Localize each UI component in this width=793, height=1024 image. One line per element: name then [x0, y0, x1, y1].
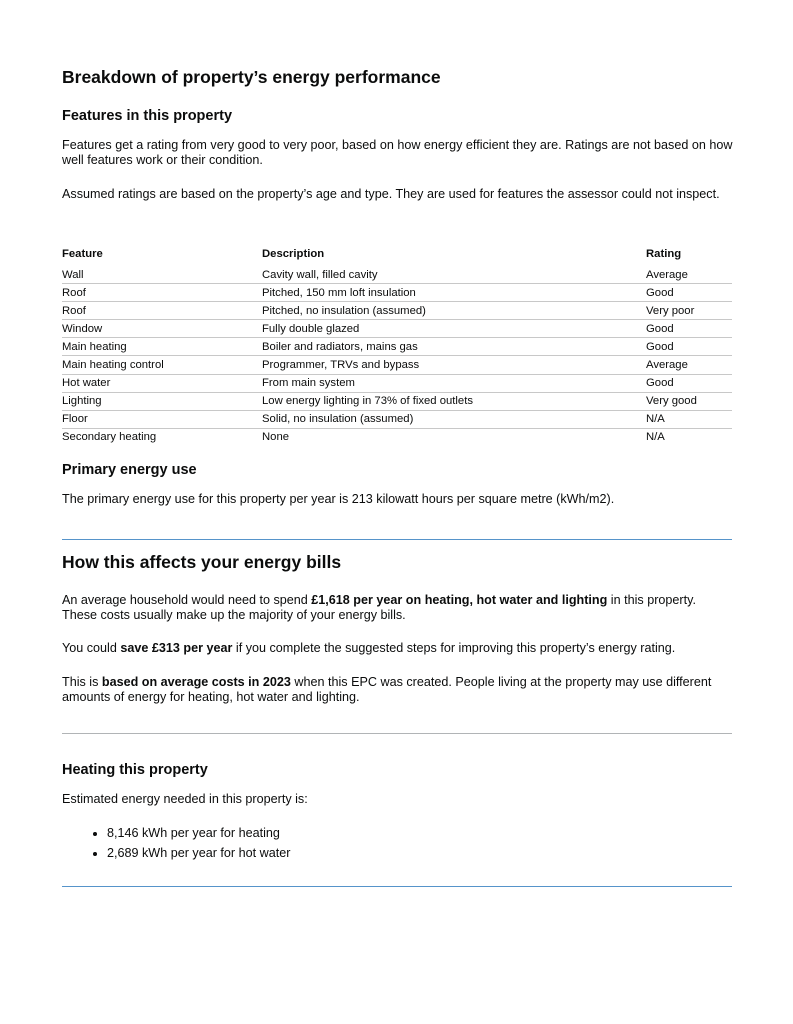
cell-description: Pitched, no insulation (assumed): [262, 302, 646, 320]
cell-feature: Secondary heating: [62, 428, 262, 446]
table-row: [62, 392, 732, 410]
bills-p2-text-end: if you complete the suggested steps for improving this property’s energy rating.: [232, 641, 676, 655]
cell-rating: N/A: [646, 428, 732, 446]
table-row: [62, 266, 732, 284]
table-row: [62, 338, 732, 356]
table-header-row: [62, 242, 732, 266]
cell-rating: Average: [646, 356, 732, 374]
cell-description: Solid, no insulation (assumed): [262, 410, 646, 428]
header-rating: Rating: [646, 248, 682, 260]
heating-intro: Estimated energy needed in this property is:: [62, 792, 308, 806]
bills-title: How this affects your energy bills: [62, 552, 342, 572]
bills-p3-text: This is: [62, 675, 102, 689]
table-row: [62, 428, 732, 446]
features-table: [62, 242, 732, 446]
bills-p1-cost: £1,618 per year on heating, hot water and lighting: [311, 593, 608, 607]
cell-feature: Window: [62, 320, 262, 338]
list-item: • 8,146 kWh per year for heating: [107, 823, 290, 843]
cell-feature: Hot water: [62, 374, 262, 392]
bills-p1-text-end: in this property. These costs usually make up the majority of your energy bills.: [62, 593, 696, 622]
section-divider: [62, 539, 732, 540]
table-row: [62, 356, 732, 374]
bills-paragraph-3: [62, 675, 734, 705]
cell-rating: Good: [646, 374, 732, 392]
bills-p3-text-end: when this EPC was created. People living at the property may use different amounts of energy for heating, hot water and lighting.: [62, 675, 712, 704]
bills-paragraph-2: [62, 641, 734, 656]
heating-heading: Heating this property: [62, 762, 208, 778]
cell-rating: Very poor: [646, 302, 732, 320]
cell-feature: Lighting: [62, 392, 262, 410]
table-row: [62, 374, 732, 392]
cell-feature: Main heating control: [62, 356, 262, 374]
table-row: [62, 320, 732, 338]
features-intro-1: Features get a rating from very good to very poor, based on how energy efficient they are. Ratings are not based on how well features work or their condition.: [62, 138, 733, 167]
cell-description: Low energy lighting in 73% of fixed outlets: [262, 392, 646, 410]
table-row: [62, 284, 732, 302]
cell-description: Pitched, 150 mm loft insulation: [262, 284, 646, 302]
cell-rating: Average: [646, 268, 688, 281]
cell-feature: Main heating: [62, 338, 262, 356]
primary-energy-text: The primary energy use for this property per year is 213 kilowatt hours per square metre (kWh/m2).: [62, 492, 615, 506]
cell-feature: Roof: [62, 302, 262, 320]
cell-description: None: [262, 428, 646, 446]
cell-rating: Good: [646, 284, 732, 302]
bills-p1-text: An average household would need to spend: [62, 593, 312, 607]
cell-rating: N/A: [646, 410, 732, 428]
primary-energy-heading: Primary energy use: [62, 462, 197, 478]
cell-description: Fully double glazed: [262, 320, 646, 338]
cell-description: Programmer, TRVs and bypass: [262, 356, 646, 374]
header-description: Description: [262, 248, 325, 260]
cell-rating: Good: [646, 320, 732, 338]
cell-feature: Roof: [62, 284, 262, 302]
breakdown-title: Breakdown of property’s energy performance: [62, 67, 441, 87]
table-row: [62, 302, 732, 320]
features-heading: Features in this property: [62, 108, 233, 124]
cell-feature: Floor: [62, 410, 262, 428]
section-divider: [62, 733, 732, 734]
cell-description: From main system: [262, 374, 646, 392]
bills-p2-saving: save £313 per year: [120, 641, 233, 655]
list-item: • 2,689 kWh per year for hot water: [107, 843, 290, 863]
header-feature: Feature: [62, 248, 103, 260]
bills-p2-text: You could: [62, 641, 121, 655]
cell-rating: Very good: [646, 392, 732, 410]
energy-needed-list: [62, 823, 290, 863]
cell-description: Boiler and radiators, mains gas: [262, 338, 646, 356]
table-row: [62, 410, 732, 428]
features-intro-2: Assumed ratings are based on the property’s age and type. They are used for features the assessor could not inspect.: [62, 187, 720, 201]
section-divider: [62, 886, 732, 887]
cell-rating: Good: [646, 338, 732, 356]
cell-description: Cavity wall, filled cavity: [262, 268, 378, 281]
bills-p3-basis: based on average costs in 2023: [101, 675, 291, 689]
cell-feature: Wall: [62, 268, 84, 281]
bills-paragraph-1: [62, 593, 734, 623]
